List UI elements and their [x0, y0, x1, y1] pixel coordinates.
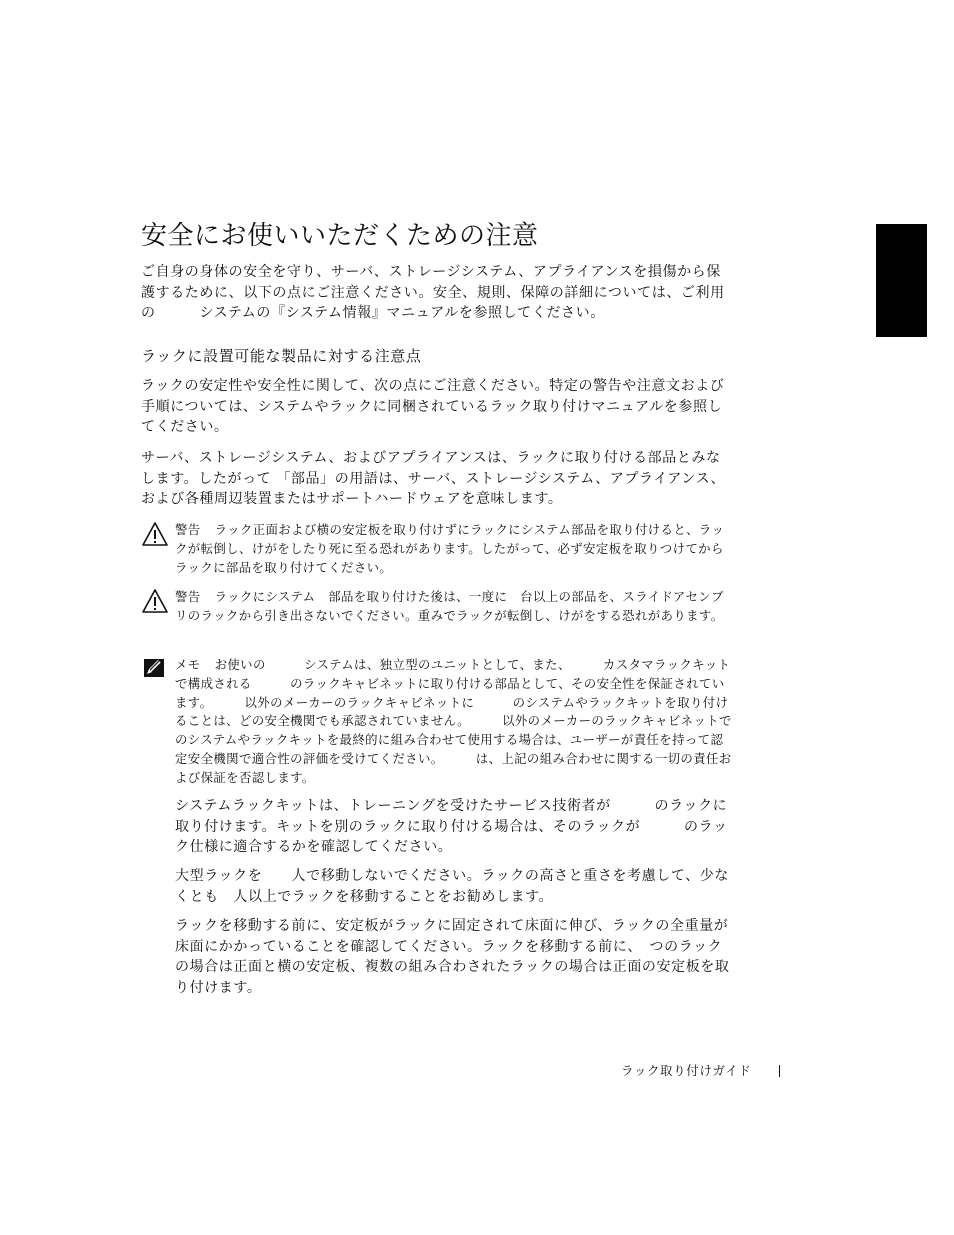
- note-pencil-icon: [141, 656, 169, 682]
- warning-text: ラックにシステム 部品を取り付けた後は、一度に 台以上の部品を、スライドアセンブリのラックから引き出さないでください。重みでラックが転倒し、けがをする恐れがあります。: [175, 589, 724, 623]
- warning-label: 警告: [175, 522, 201, 537]
- indented-paragraph-2: 大型ラックを 人で移動しないでください。ラックの高さと重さを考慮して、少なくとも 人以上でラックを移動することをお勧めします。: [175, 868, 729, 905]
- note-label: メモ: [175, 657, 201, 672]
- warning-label: 警告: [175, 589, 201, 604]
- section-paragraph-2: サーバ、ストレージシステム、およびアプライアンスは、ラックに取り付ける部品とみなします。したがって 「部品」の用語は、サーバ、ストレージシステム、アプライアンス、および各種周辺装置またはサポートハードウェアを意味します。: [141, 450, 726, 507]
- warning-notice-1: [141, 521, 733, 577]
- intro-paragraph: ご自身の身体の安全を守り、サーバ、ストレージシステム、アプライアンスを損傷から保護するために、以下の点にご注意ください。安全、規則、保障の詳細については、ご利用の システムの『システム情報』マニュアルを参照してください。: [141, 264, 725, 321]
- section-paragraph-1: ラックの安定性や安全性に関して、次の点にご注意ください。特定の警告や注意文および手順については、システムやラックに同梱されているラック取り付けマニュアルを参照してください。: [141, 378, 725, 435]
- warning-triangle-icon: [141, 521, 169, 547]
- indented-paragraph-3: ラックを移動する前に、安定板がラックに固定されて床面に伸び、ラックの全重量が床面にかかっていることを確認してください。ラックを移動する前に、 つのラックの場合は正面と横の安定板、複数の組み合わされたラックの場合は正面の安定板を取り付けます。: [175, 918, 730, 996]
- note-text: お使いの システムは、独立型のユニットとして、また、 カスタマラックキットで構成される のラックキャビネットに取り付ける部品として、その安全性を保証されています。 以外のメーカーのラックキャビネットに のシステムやラックキットを取り付けることは、どの安全機関でも承認されていません。 以外のメーカーのラックキャビネットで のシステムやラックキットを最終的に組み合わせて使用する場合は、ユーザーが責任を持って認定安全機関で適合性の評価を受けてください。 は、上記の組み合わせに関する一切の責任および保証を否認します。: [175, 657, 771, 785]
- warning-triangle-icon: [141, 588, 169, 614]
- note-notice: [141, 656, 771, 788]
- warning-notice-2: [141, 588, 733, 626]
- footer-title: ラック取り付けガイド: [621, 1063, 752, 1078]
- indented-paragraph-1: システムラックキットは、トレーニングを受けたサービス技術者が のラックに取り付けます。キットを別のラックに取り付ける場合は、そのラックが のラック仕様に適合するかを確認してください。: [175, 798, 728, 855]
- footer-rule: [779, 1065, 780, 1077]
- section-heading: ラックに設置可能な製品に対する注意点: [141, 347, 422, 365]
- chapter-tab: [876, 224, 927, 337]
- warning-text: ラック正面および横の安定板を取り付けずにラックにシステム部品を取り付けると、ラックが転倒し、けがをしたり死に至る恐れがあります。したがって、必ず安定板を取りつけてからラックに部品を取り付けてください。: [175, 522, 725, 575]
- page-title: 安全にお使いいただくための注意: [141, 221, 539, 251]
